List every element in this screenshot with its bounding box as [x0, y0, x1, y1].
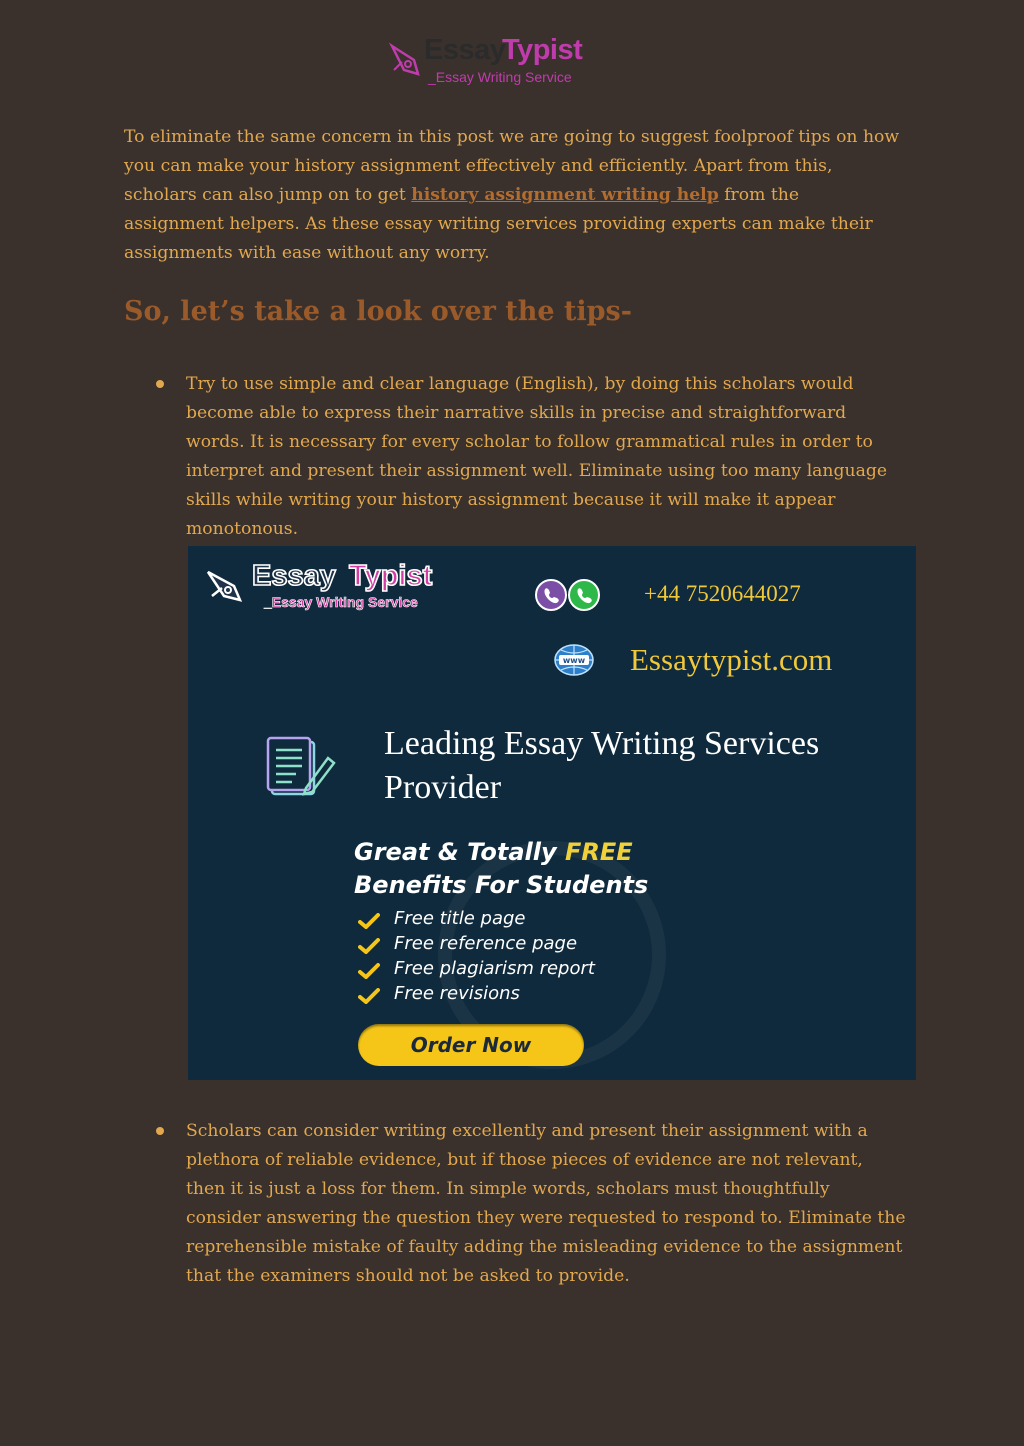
- section-heading: So, let’s take a look over the tips-: [124, 296, 632, 327]
- document-pen-icon: [266, 736, 338, 798]
- benefit-text: Free plagiarism report: [394, 958, 595, 979]
- promo-banner[interactable]: [188, 546, 916, 1080]
- website-link[interactable]: Essaytypist.com: [630, 642, 833, 677]
- intro-text-before: To eliminate the same concern in this post we are going to suggest foolproof tips on how you can make your history assignment effectively and efficiently. Apart from this, scholars can also jump on to get: [124, 127, 900, 205]
- logo-tagline: _Essay Writing Service: [428, 69, 572, 85]
- lead-headline: [384, 722, 819, 810]
- bullet-icon: [154, 1127, 166, 1139]
- history-help-link[interactable]: history assignment writing help: [411, 185, 719, 205]
- logo-word-essay: Essay: [424, 34, 506, 66]
- checkmark-icon: [358, 988, 380, 1004]
- logo-word-typist: Typist: [502, 34, 583, 66]
- benefits-headline: [354, 836, 648, 902]
- viber-whatsapp-icon: [534, 578, 610, 612]
- phone-number[interactable]: +44 7520644027: [644, 581, 801, 606]
- great-free: FREE: [565, 838, 633, 866]
- checkmark-icon: [358, 938, 380, 954]
- benefit-text: Free reference page: [394, 933, 578, 954]
- lead-line-1: Leading Essay Writing Services: [384, 725, 820, 762]
- order-now-button[interactable]: Order Now: [358, 1024, 584, 1066]
- lead-line-2: Provider: [384, 769, 502, 806]
- bullet-icon: [154, 380, 166, 392]
- great-prefix: Great & Totally: [354, 838, 566, 866]
- header-logo[interactable]: [388, 32, 588, 92]
- pen-nib-icon: [204, 564, 252, 604]
- tip-item-1: Try to use simple and clear language (English), by doing this scholars would become able to express their narrative skills in precise and straightforward words. It is necessary for every scholar to follow grammatical rules in order to interpret and present their assignment well. Eliminate using too many language skills while writing your history assignment because it will make it appear monotonous.: [186, 374, 887, 539]
- great-line-2: Benefits For Students: [354, 871, 649, 899]
- benefit-text: Free revisions: [394, 983, 520, 1004]
- intro-text-after: from the assignment helpers. As these essay writing services providing experts can make their assignments with ease without any worry.: [124, 185, 873, 263]
- checkmark-icon: [358, 963, 380, 979]
- banner-logo-word-essay: Essay: [252, 560, 336, 592]
- intro-paragraph: [124, 123, 904, 268]
- pen-nib-icon: [388, 40, 428, 80]
- tip-item-2: Scholars can consider writing excellently and present their assignment with a plethora of reliable evidence, but if those pieces of evidence are not relevant, then it is just a loss for them. In simple words, scholars must thoughtfully consider answering the question they were requested to respond to. Eliminate the reprehensible mistake of faulty adding the misleading evidence to the assignment that the examiners should not be asked to provide.: [186, 1121, 906, 1286]
- globe-www-icon: [553, 644, 595, 676]
- banner-logo: [204, 560, 464, 620]
- banner-logo-tagline: _Essay Writing Service: [264, 594, 418, 610]
- checkmark-icon: [358, 913, 380, 929]
- benefit-text: Free title page: [394, 908, 526, 929]
- banner-logo-word-typist: Typist: [349, 560, 433, 592]
- svg-text:www: www: [562, 656, 586, 665]
